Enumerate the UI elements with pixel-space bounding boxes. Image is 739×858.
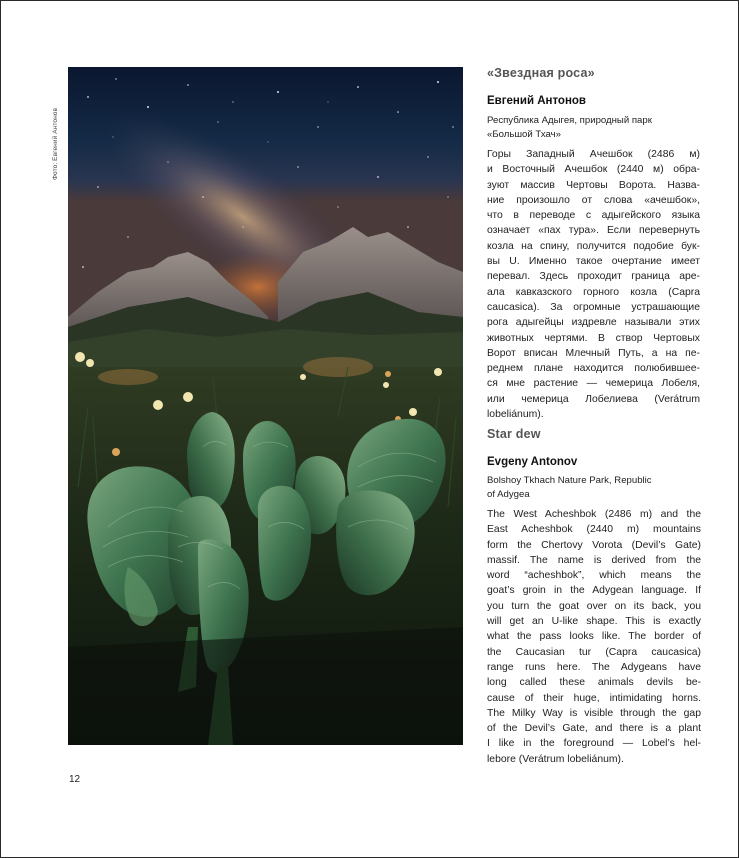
night-landscape-photo bbox=[68, 67, 463, 745]
en-title: Star dew bbox=[487, 427, 541, 441]
ru-body-line: означает «пах тура». Если перевернуть bbox=[487, 225, 700, 237]
page-number: 12 bbox=[69, 774, 81, 785]
en-body-line: of the Devil’s Gate, and there is a plant bbox=[487, 723, 701, 735]
en-location bbox=[487, 474, 702, 502]
ru-body-line: козла на спину, получится подобие бук- bbox=[487, 240, 700, 252]
ru-body-line: lobeliánum). bbox=[487, 409, 544, 421]
en-body-line: will get an U-like shape. This is exactly bbox=[487, 616, 701, 628]
photo-credit: Фото: Евгений Антонов bbox=[52, 107, 59, 180]
en-body bbox=[487, 507, 701, 767]
en-body-line: goat’s groin in the Adygean language. If bbox=[487, 585, 701, 597]
ru-title: «Звездная роса» bbox=[487, 66, 595, 80]
ru-location-line: Республика Адыгея, природный парк bbox=[487, 115, 652, 126]
en-author: Evgeny Antonov bbox=[487, 456, 578, 468]
ru-body-line: животных чертями. В створ Чертовых bbox=[487, 332, 700, 344]
ru-body-line: рога адыгейцы издревле называли этих bbox=[487, 317, 700, 329]
ru-body-line: вы U. Именно такое очертание имеет bbox=[487, 256, 700, 268]
en-body-line: range runs here. The Adygeans have bbox=[487, 661, 701, 673]
en-body-line: what the pass looks like. The border of bbox=[487, 631, 701, 643]
ru-body-line: ние произошло от слова «ачешбок», bbox=[487, 194, 700, 206]
en-body-line: The Milky Way is visible through the gap bbox=[487, 707, 701, 719]
ru-location-line: «Большой Тхач» bbox=[487, 129, 561, 140]
en-body-line: form the Chertovy Vorota (Devil’s Gate) bbox=[487, 539, 701, 551]
en-body-line: massif. The name is derived from the bbox=[487, 554, 701, 566]
en-body-line: long called these animals devils be- bbox=[487, 677, 701, 689]
ru-body-line: перевал. Здесь проходит граница аре- bbox=[487, 271, 700, 283]
en-body-line: East Acheshbok (2440 m) mountains bbox=[487, 524, 701, 536]
ru-body-line: что в переводе с адыгейского языка bbox=[487, 210, 700, 222]
en-location-line: of Adygea bbox=[487, 489, 530, 500]
ru-body-line: зуют массив Чертовы Ворота. Назва- bbox=[487, 179, 700, 191]
ru-body bbox=[487, 147, 700, 422]
en-body-line: the Caucasian tur (Capra caucasica) bbox=[487, 646, 701, 658]
en-body-line: The West Acheshbok (2486 m) and the bbox=[487, 509, 701, 520]
en-body-line: word “acheshbok”, which means the bbox=[487, 570, 701, 582]
ru-location bbox=[487, 114, 702, 142]
ru-body-line: Горы Западный Ачешбок (2486 м) bbox=[487, 149, 700, 160]
ru-body-line: ала кавказского горного козла (Capra bbox=[487, 286, 700, 298]
ru-body-line: и Восточный Ачешбок (2440 м) обра- bbox=[487, 164, 700, 176]
ru-body-line: или чемерица Лобелиева (Verátrum bbox=[487, 393, 700, 405]
en-body-line: cause of their huge, intimidating horns. bbox=[487, 692, 701, 704]
en-body-line: I like in the foreground — Lobel’s hel- bbox=[487, 738, 701, 750]
en-location-line: Bolshoy Tkhach Nature Park, Republic bbox=[487, 475, 652, 486]
ru-body-line: Ворот вписан Млечный Путь, а на пе- bbox=[487, 347, 700, 359]
ru-body-line: реднем плане находится полюбившее- bbox=[487, 363, 700, 375]
en-body-line: lebore (Verátrum lobeliánum). bbox=[487, 753, 624, 765]
ru-body-line: ся мне растение — чемерица Лобеля, bbox=[487, 378, 700, 390]
ru-author: Евгений Антонов bbox=[487, 95, 587, 107]
ru-body-line: caucasica). За огромные устрашающие bbox=[487, 301, 700, 313]
en-body-line: you turn the goat over on its back, you bbox=[487, 600, 701, 612]
